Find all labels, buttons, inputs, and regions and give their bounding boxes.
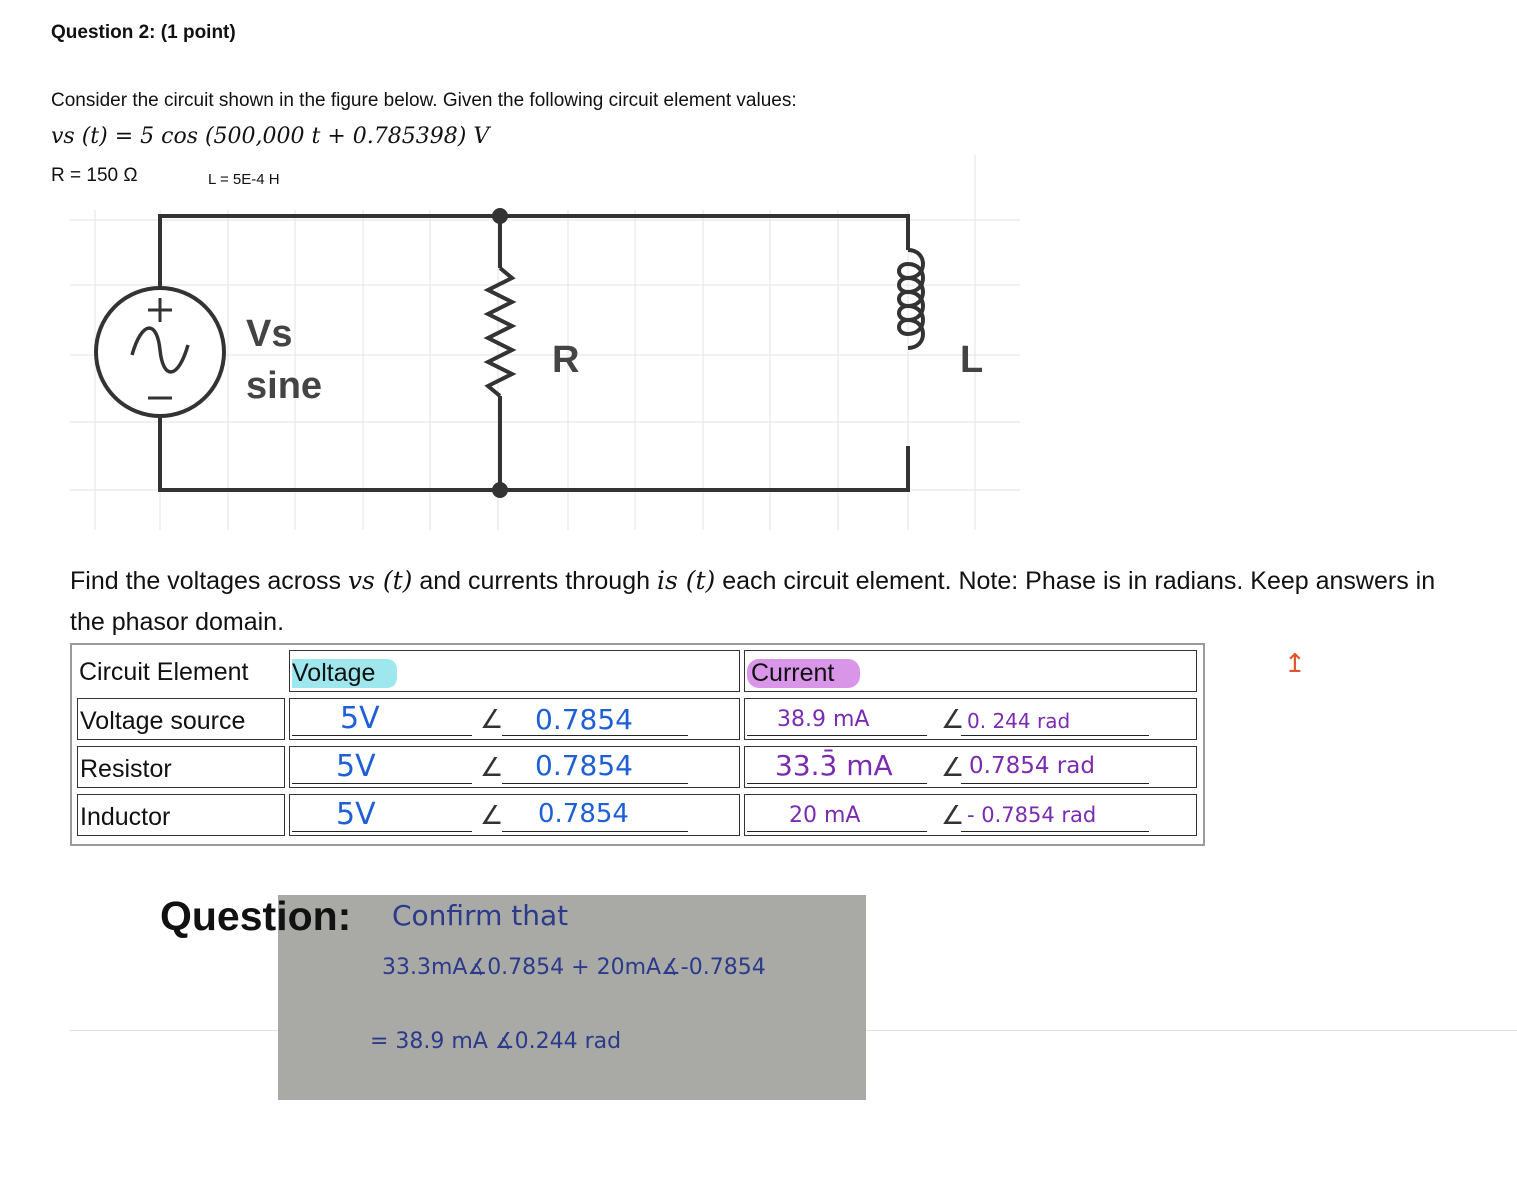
instructions-part1: Find the voltages across bbox=[70, 567, 348, 595]
resistance-value: R = 150 Ω bbox=[51, 165, 138, 186]
resistor-i-phase: 0.7854 rad bbox=[969, 753, 1095, 779]
inductor-v-mag: 5V bbox=[336, 797, 376, 832]
angle-icon: ∠ bbox=[480, 801, 504, 831]
source-label-vs: Vs bbox=[246, 313, 293, 355]
inductance-value: L = 5E-4 H bbox=[208, 171, 280, 188]
circuit-diagram bbox=[60, 150, 1030, 530]
handwritten-note-photo bbox=[278, 895, 866, 1100]
voltage-source-i-mag: 38.9 mA bbox=[777, 707, 870, 732]
row-resistor-label: Resistor bbox=[77, 746, 285, 788]
question-title: Question 2: (1 point) bbox=[51, 22, 236, 43]
inductor-v-phase: 0.7854 bbox=[538, 799, 629, 829]
voltage-source-voltage-cell[interactable] bbox=[289, 698, 740, 740]
inductor-voltage-cell[interactable] bbox=[289, 794, 740, 836]
is-symbol: is (t) bbox=[656, 566, 716, 595]
header-voltage: Voltage bbox=[289, 650, 740, 692]
resistor-voltage-cell[interactable] bbox=[289, 746, 740, 788]
voltage-source-current-cell[interactable] bbox=[744, 698, 1197, 740]
instructions-part2: and currents through bbox=[412, 567, 657, 595]
voltage-source-i-phase: 0. 244 rad bbox=[967, 709, 1071, 733]
inductor-i-mag: 20 mA bbox=[789, 803, 861, 828]
header-current: Current bbox=[744, 650, 1197, 692]
instructions bbox=[70, 560, 1470, 643]
note-line-3: = 38.9 mA ∡0.244 rad bbox=[370, 1029, 622, 1054]
header-element: Circuit Element bbox=[79, 658, 249, 686]
top-node-dot bbox=[492, 208, 508, 224]
angle-icon: ∠ bbox=[941, 801, 965, 831]
angle-icon: ∠ bbox=[480, 753, 504, 783]
resistor-label: R bbox=[552, 339, 580, 381]
question-intro: Consider the circuit shown in the figure below. Given the following circuit element values: bbox=[51, 90, 797, 111]
angle-icon: ∠ bbox=[480, 705, 504, 735]
inductor-label: L bbox=[960, 339, 984, 381]
voltage-source-v-phase: 0.7854 bbox=[535, 703, 633, 736]
pencil-arrow-icon[interactable]: ↥ bbox=[1284, 648, 1306, 678]
instructions-part3: each circuit element. Note: Phase is in radians. Keep answers in the phasor domain. bbox=[70, 567, 1436, 636]
inductor-i-phase: - 0.7854 rad bbox=[967, 803, 1097, 827]
answer-table bbox=[70, 643, 1205, 846]
row-voltage-source-label: Voltage source bbox=[77, 698, 285, 740]
angle-icon: ∠ bbox=[941, 705, 965, 735]
note-line-1: Confirm that bbox=[392, 899, 569, 932]
note-line-2: 33.3mA∡0.7854 + 20mA∡-0.7854 bbox=[382, 955, 766, 980]
source-equation: vs (t) = 5 cos (500,000 t + 0.785398) V bbox=[51, 124, 490, 149]
source-label-sine: sine bbox=[246, 365, 323, 407]
resistor-v-mag: 5V bbox=[336, 749, 376, 784]
inductor-current-cell[interactable] bbox=[744, 794, 1197, 836]
row-inductor-label: Inductor bbox=[77, 794, 285, 836]
vs-symbol: vs (t) bbox=[347, 566, 413, 595]
resistor-i-mag: 33.3̄ mA bbox=[775, 749, 893, 782]
voltage-source-v-mag: 5V bbox=[340, 701, 380, 736]
angle-icon: ∠ bbox=[941, 753, 965, 783]
bottom-node-dot bbox=[492, 482, 508, 498]
followup-question-label: Question: bbox=[160, 893, 352, 939]
resistor-current-cell[interactable] bbox=[744, 746, 1197, 788]
resistor-v-phase: 0.7854 bbox=[535, 749, 633, 782]
